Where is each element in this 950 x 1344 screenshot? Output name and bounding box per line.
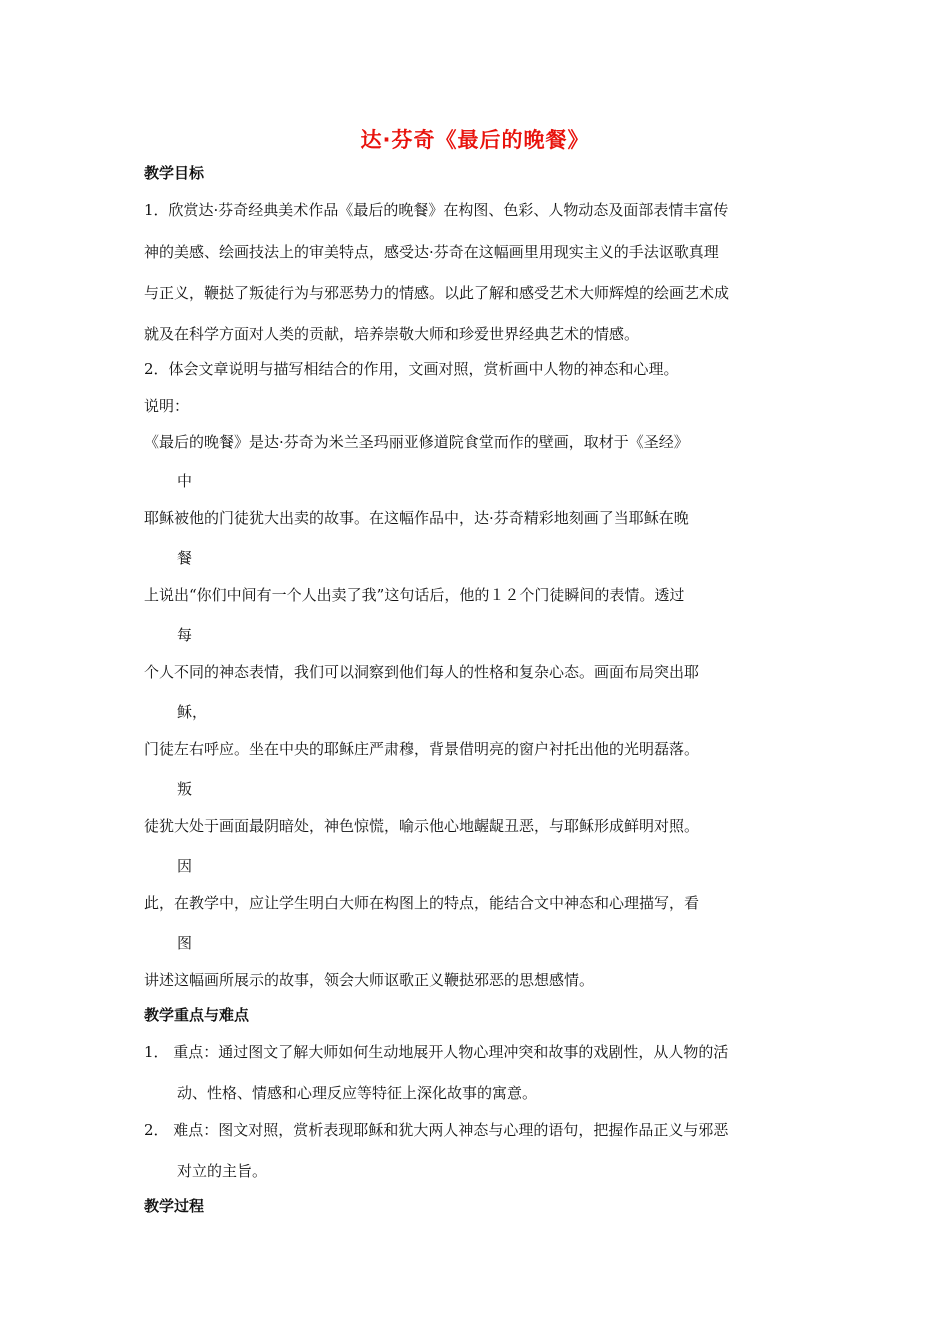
explanation-line: 讲述这幅画所展示的故事，领会大师讴歌正义鞭挞邪恶的思想感情。	[144, 971, 595, 989]
explanation-line: 门徒左右呼应。坐在中央的耶稣庄严肃穆，背景借明亮的窗户衬托出他的光明磊落。	[144, 740, 700, 758]
section-heading-objectives: 教学目标	[144, 164, 205, 182]
key-point-line: 2． 难点：图文对照，赏析表现耶稣和犹大两人神态与心理的语句，把握作品正义与邪恶	[144, 1121, 729, 1139]
section-heading-key-points: 教学重点与难点	[144, 1006, 250, 1024]
document-title: 达·芬奇《最后的晚餐》	[360, 128, 590, 152]
explanation-line: 叛	[177, 780, 193, 798]
explanation-line: 徒犹大处于画面最阴暗处，神色惊慌，喻示他心地龌龊丑恶，与耶稣形成鲜明对照。	[144, 817, 700, 835]
key-point-line: 1． 重点：通过图文了解大师如何生动地展开人物心理冲突和故事的戏剧性，从人物的活	[144, 1043, 729, 1061]
explanation-label: 说明：	[144, 397, 190, 415]
explanation-line: 个人不同的神态表情，我们可以洞察到他们每人的性格和复杂心态。画面布局突出耶	[144, 663, 700, 681]
section-heading-process: 教学过程	[144, 1197, 205, 1215]
explanation-line: 中	[177, 472, 193, 490]
explanation-line: 此，在教学中，应让学生明白大师在构图上的特点，能结合文中神态和心理描写，看	[144, 894, 700, 912]
objective-line: 1．欣赏达·芬奇经典美术作品《最后的晚餐》在构图、色彩、人物动态及面部表情丰富传	[144, 201, 729, 219]
explanation-line: 因	[177, 857, 193, 875]
objective-line: 神的美感、绘画技法上的审美特点，感受达·芬奇在这幅画里用现实主义的手法讴歌真理	[144, 243, 719, 261]
explanation-line: 每	[177, 626, 193, 644]
explanation-line: 耶稣被他的门徒犹大出卖的故事。在这幅作品中，达·芬奇精彩地刻画了当耶稣在晚	[144, 509, 689, 527]
objective-line: 与正义，鞭挞了叛徒行为与邪恶势力的情感。以此了解和感受艺术大师辉煌的绘画艺术成	[144, 284, 730, 302]
explanation-line: 《最后的晚餐》是达·芬奇为米兰圣玛丽亚修道院食堂而作的壁画，取材于《圣经》	[144, 433, 689, 451]
explanation-line: 上说出“你们中间有一个人出卖了我”这句话后，他的１２个门徒瞬间的表情。透过	[144, 586, 685, 604]
objective-line: 就及在科学方面对人类的贡献，培养崇敬大师和珍爱世界经典艺术的情感。	[144, 325, 640, 343]
explanation-line: 图	[177, 934, 193, 952]
key-point-line: 对立的主旨。	[177, 1162, 268, 1180]
key-point-line: 动、性格、情感和心理反应等特征上深化故事的寓意。	[177, 1084, 538, 1102]
explanation-line: 餐	[177, 549, 193, 567]
objective-line: 2．体会文章说明与描写相结合的作用，文画对照，赏析画中人物的神态和心理。	[144, 360, 679, 378]
explanation-line: 稣，	[177, 703, 208, 721]
